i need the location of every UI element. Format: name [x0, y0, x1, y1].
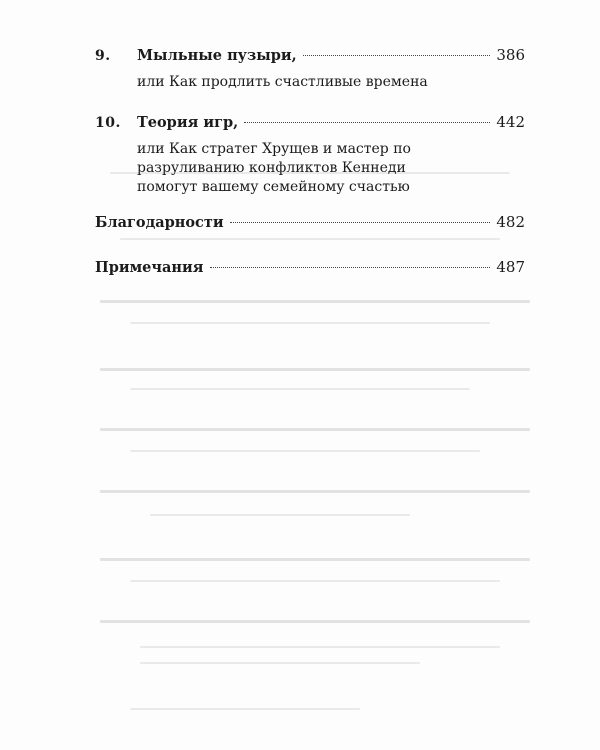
show-through-line: [120, 238, 500, 240]
show-through-line: [130, 322, 490, 324]
show-through-line: [140, 646, 500, 648]
show-through-line: [130, 708, 360, 710]
page-number: 487: [496, 258, 525, 276]
toc-entry-chapter-10: [95, 113, 525, 197]
section-title: Благодарности: [95, 214, 224, 231]
show-through-line: [140, 662, 420, 664]
chapter-title: Теория игр,: [137, 114, 239, 131]
show-through-line: [100, 490, 530, 493]
chapter-subtitle: или Как продлить счастливые времена: [137, 74, 428, 90]
toc-entry-heading: [95, 258, 525, 277]
show-through-line: [100, 368, 530, 371]
show-through-line: [130, 450, 480, 452]
page-number: 482: [496, 213, 525, 231]
dot-leader: [210, 267, 491, 268]
show-through-line: [130, 388, 470, 390]
show-through-line: [100, 300, 530, 303]
toc-entry-chapter-9: [95, 46, 525, 92]
dot-leader: [230, 222, 491, 223]
page-number: 442: [496, 113, 525, 131]
chapter-number: 9.: [95, 48, 111, 64]
toc-entry-notes: [95, 258, 525, 277]
show-through-line: [150, 514, 410, 516]
show-through-line: [100, 558, 530, 561]
dot-leader: [303, 55, 491, 56]
show-through-line: [100, 620, 530, 623]
toc-entry-heading: [95, 46, 525, 65]
toc-entry-heading: [95, 213, 525, 232]
toc-entry-heading: [95, 113, 525, 132]
page-number: 386: [496, 46, 525, 64]
chapter-subtitle: или Как стратег Хрущев и мастер по разруливанию конфликтов Кеннеди помогут вашему семейному счастью: [137, 141, 411, 195]
section-title: Примечания: [95, 259, 204, 276]
chapter-title: Мыльные пузыри,: [137, 47, 297, 64]
show-through-line: [100, 428, 530, 431]
chapter-number: 10.: [95, 115, 121, 131]
toc-entry-acknowledgements: [95, 213, 525, 232]
dot-leader: [244, 122, 490, 123]
show-through-line: [130, 580, 500, 582]
